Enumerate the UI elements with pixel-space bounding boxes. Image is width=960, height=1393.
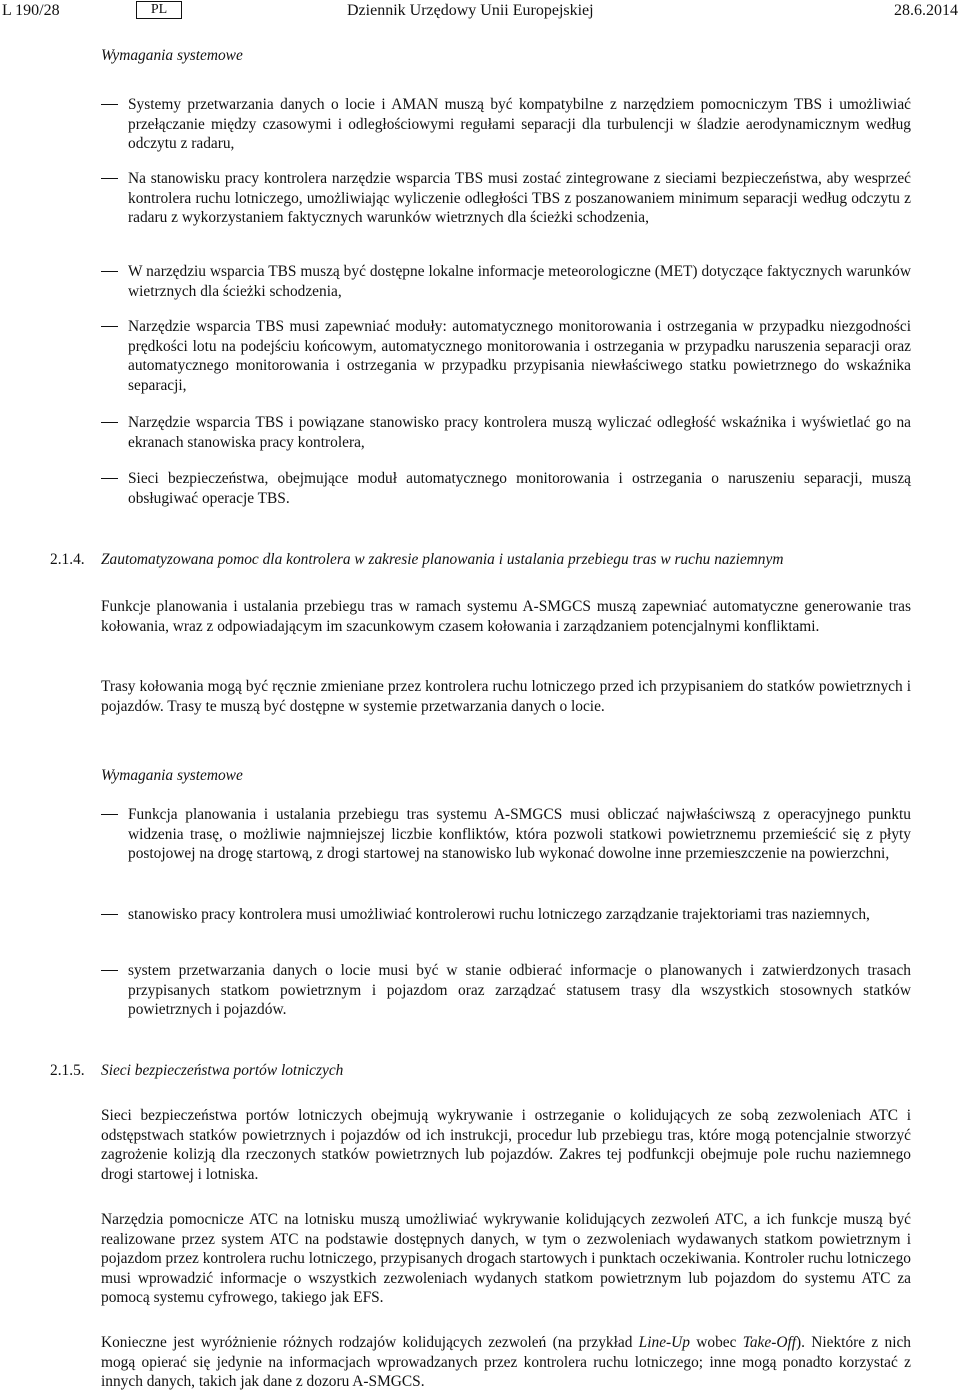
italic-term-take-off: Take-Off <box>742 1334 797 1351</box>
paragraph <box>101 1333 911 1392</box>
dash-bullet-icon <box>101 914 118 915</box>
dash-bullet-icon <box>101 970 118 971</box>
list-item-text: Sieci bezpieczeństwa, obejmujące moduł automatycznego monitorowania i ostrzegania o naruszeniu separacji, muszą obsługiwać operacje TBS. <box>128 470 911 507</box>
list-item <box>101 961 911 1020</box>
paragraph-text: Konieczne jest wyróżnienie różnych rodzajów kolidujących zezwoleń (na przykład <box>101 1334 639 1351</box>
list-item <box>101 95 911 154</box>
list-item <box>101 317 911 395</box>
section-heading-requirements-2: Wymagania systemowe <box>101 767 243 784</box>
list-item-text: Systemy przetwarzania danych o locie i AMAN muszą być kompatybilne z narzędziem pomocniczym TBS i umożliwiać przełączanie między czasowymi i odległościowymi regułami separacji dla turbulencji w śladzie aerodynamicznym według odczytu z radaru, <box>128 96 911 153</box>
dash-bullet-icon <box>101 104 118 105</box>
list-item-text: system przetwarzania danych o locie musi być w stanie odbierać informacje o planowanych i zatwierdzonych trasach przypisanych statkom powietrznym i pojazdom oraz zarządzać statusem trasy dla wszystkich stosownych statków powietrznych i pojazdów. <box>128 962 911 1019</box>
list-item <box>101 905 911 925</box>
list-item-text: Funkcja planowania i ustalania przebiegu tras systemu A-SMGCS musi obliczać najwłaściwszą z operacyjnego punktu widzenia trasę, o możliwie najmniejszej liczbie konfliktów, która pozwoli statkowi powietrznemu przemieścić się z płyty postojowej na drogę startową, z drogi startowej na stanowisko lub wykonać dowolne inne przemieszczenie na powierzchni, <box>128 806 911 863</box>
section-title: Sieci bezpieczeństwa portów lotniczych <box>101 1062 344 1079</box>
language-badge: PL <box>136 1 182 19</box>
paragraph: Sieci bezpieczeństwa portów lotniczych obejmują wykrywanie i ostrzeganie o kolidujących ze sobą zezwoleniach ATC i odstępstwach statków powietrznych i pojazdów od ich instrukcji, procedur lub przebiegu tras, które mogą potencjalnie stworzyć zagrożenie kolizją dla rzeczonych statków powietrznych lub pojazdów. Zakres tej podfunkcji obejmuje pole ruchu naziemnego drogi startowej i lotniska. <box>101 1107 911 1183</box>
list-item-text: Na stanowisku pracy kontrolera narzędzie wsparcia TBS musi zostać zintegrowane z sieciami bezpieczeństwa, aby wesprzeć kontrolera ruchu lotniczego, umożliwiając wyliczenie odległości TBS z poszanowaniem minimum separacji według odczytu z radaru z wykorzystaniem faktycznych warunków wietrznych dla ścieżki schodzenia, <box>128 170 911 227</box>
dash-bullet-icon <box>101 178 118 179</box>
paragraph-text: ). Niektóre z nich mogą opierać się jedynie na informacjach wprowadzanych przez kontrolera ruchu lotniczego; inne mogą ponadto korzystać z innych danych, takich jak dane z dozoru A-SMGCS. <box>101 1334 911 1391</box>
dash-bullet-icon <box>101 271 118 272</box>
list-item <box>101 262 911 301</box>
page-header <box>0 0 960 22</box>
dash-bullet-icon <box>101 478 118 479</box>
section-title: Zautomatyzowana pomoc dla kontrolera w zakresie planowania i ustalania przebiegu tras w ruchu naziemnym <box>101 551 784 568</box>
paragraph-text: wobec <box>689 1334 743 1351</box>
section-number: 2.1.5. <box>50 1062 85 1079</box>
page-reference: L 190/28 <box>2 2 60 19</box>
section-number: 2.1.4. <box>50 551 85 568</box>
paragraph: Trasy kołowania mogą być ręcznie zmieniane przez kontrolera ruchu lotniczego przed ich przypisaniem do statków powietrznych i pojazdów. Trasy te muszą być dostępne w systemie przetwarzania danych o locie. <box>101 678 911 715</box>
list-item-text: Narzędzie wsparcia TBS i powiązane stanowisko pracy kontrolera muszą wyliczać odległość wskaźnika i wyświetlać go na ekranach stanowiska pracy kontrolera, <box>128 414 911 451</box>
dash-bullet-icon <box>101 422 118 423</box>
list-item <box>101 805 911 864</box>
list-item-text: Narzędzie wsparcia TBS musi zapewniać moduły: automatycznego monitorowania i ostrzegania w przypadku niezgodności prędkości lotu na podejściu końcowym, automatycznego monitorowania i ostrzegania w przypadku naruszenia separacji oraz automatycznego monitorowania i ostrzegania w przypadku przypisania niewłaściwego statku powietrznego do wskaźnika separacji, <box>128 318 911 394</box>
list-item-text: W narzędziu wsparcia TBS muszą być dostępne lokalne informacje meteorologiczne (MET) dotyczące faktycznych warunków wietrznych dla ścieżki schodzenia, <box>128 263 911 300</box>
publication-date: 28.6.2014 <box>894 2 958 19</box>
paragraph: Funkcje planowania i ustalania przebiegu tras w ramach systemu A-SMGCS muszą zapewniać automatyczne generowanie tras kołowania, wraz z odpowiadającym im szacunkowym czasem kołowania i zarządzaniem potencjalnymi konfliktami. <box>101 598 911 635</box>
section-heading-requirements-1: Wymagania systemowe <box>101 47 243 64</box>
list-item <box>101 413 911 452</box>
italic-term-line-up: Line-Up <box>638 1334 690 1351</box>
list-item <box>101 169 911 228</box>
dash-bullet-icon <box>101 326 118 327</box>
list-item <box>101 469 911 508</box>
paragraph: Narzędzia pomocnicze ATC na lotnisku muszą umożliwiać wykrywanie kolidujących zezwoleń ATC, a ich funkcje muszą być realizowane przez system ATC na podstawie dostępnych danych, w tym o zezwoleniach wydawanych statkom powietrznym i pojazdom przez kontrolera ruchu lotniczego, przypisanych drogach startowych i punktach oczekiwania. Kontroler ruchu lotniczego musi wprowadzić informacje o wszystkich zezwoleniach wydanych statkom powietrznym lub pojazdom do systemu ATC za pomocą systemu cyfrowego, takiego jak EFS. <box>101 1211 911 1307</box>
dash-bullet-icon <box>101 814 118 815</box>
list-item-text: stanowisko pracy kontrolera musi umożliwiać kontrolerowi ruchu lotniczego zarządzanie trajektoriami tras naziemnych, <box>128 906 870 923</box>
journal-title: Dziennik Urzędowy Unii Europejskiej <box>347 2 594 19</box>
